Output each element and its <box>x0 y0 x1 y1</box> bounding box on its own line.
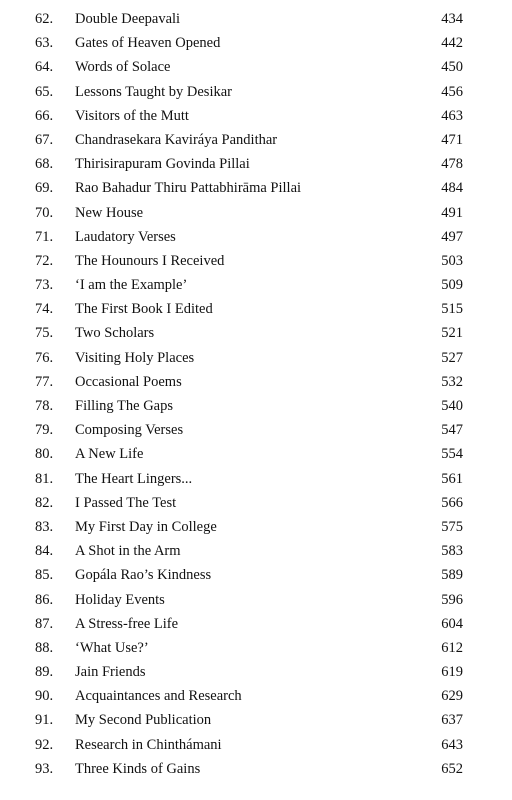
chapter-title: Gates of Heaven Opened <box>75 35 221 52</box>
page-number: 604 <box>441 615 463 632</box>
page-number: 566 <box>441 494 463 511</box>
chapter-number: 86. <box>35 591 54 608</box>
chapter-number: 62. <box>35 11 54 27</box>
page-number: 619 <box>441 664 463 681</box>
chapter-title: Filling The Gaps <box>75 398 174 414</box>
toc-entry <box>0 225 512 249</box>
page-number: 503 <box>441 252 463 269</box>
page-number: 450 <box>441 59 463 76</box>
chapter-number: 78. <box>35 398 54 414</box>
toc-entry <box>0 491 512 515</box>
chapter-number: 72. <box>35 252 54 269</box>
chapter-title: Chandrasekara Kaviráya Pandithar <box>75 131 278 148</box>
chapter-number: 70. <box>35 204 54 221</box>
chapter-title: Thirisirapuram Govinda Pillai <box>75 156 250 173</box>
page-number: 509 <box>441 277 463 294</box>
chapter-title: New House <box>75 204 144 221</box>
chapter-title: A Shot in the Arm <box>75 543 181 560</box>
toc-entry <box>0 273 512 297</box>
chapter-number: 63. <box>35 35 54 52</box>
toc-entry <box>0 370 512 394</box>
toc-entry <box>0 588 512 612</box>
toc-entry <box>0 394 512 418</box>
toc-entry <box>0 201 512 225</box>
page-number: 442 <box>441 35 463 52</box>
chapter-title: Research in Chinthámani <box>75 736 222 753</box>
chapter-number: 90. <box>35 688 54 705</box>
chapter-number: 73. <box>35 277 54 294</box>
chapter-number: 92. <box>35 736 54 753</box>
chapter-number: 74. <box>35 301 54 318</box>
page-number: 583 <box>441 543 463 560</box>
page-number: 643 <box>441 736 463 753</box>
page-number: 491 <box>441 204 463 221</box>
chapter-title: Words of Solace <box>75 59 171 76</box>
chapter-title: Double Deepavali <box>75 11 181 27</box>
chapter-title: My First Day in College <box>75 518 217 535</box>
chapter-number: 65. <box>35 83 54 100</box>
page-number: 561 <box>441 470 463 487</box>
chapter-number: 79. <box>35 422 54 439</box>
chapter-title: I Passed The Test <box>75 494 177 511</box>
page-number: 589 <box>441 567 463 584</box>
toc-entry <box>0 563 512 587</box>
chapter-number: 64. <box>35 59 54 76</box>
chapter-number: 75. <box>35 325 54 342</box>
chapter-number: 83. <box>35 518 54 535</box>
chapter-number: 89. <box>35 664 54 681</box>
toc-entry <box>0 442 512 466</box>
chapter-title: ‘I am the Example’ <box>75 277 188 294</box>
toc-entry <box>0 80 512 104</box>
page-number: 596 <box>441 591 463 608</box>
page-number: 527 <box>441 349 463 366</box>
chapter-title: A New Life <box>75 446 144 463</box>
chapter-number: 84. <box>35 543 54 560</box>
page-number: 497 <box>441 228 463 245</box>
chapter-title: My Second Publication <box>75 712 212 729</box>
toc-entry <box>0 708 512 732</box>
toc-entry <box>0 176 512 200</box>
chapter-title: Visitors of the Mutt <box>75 107 189 124</box>
page-number: 471 <box>441 131 463 148</box>
page-number: 637 <box>441 712 463 729</box>
chapter-number: 67. <box>35 131 54 148</box>
chapter-title: The Hounours I Received <box>75 252 225 269</box>
chapter-title: Laudatory Verses <box>75 228 176 245</box>
toc-entry <box>0 539 512 563</box>
chapter-title: Gopála Rao’s Kindness <box>75 567 212 584</box>
toc-entry <box>0 757 512 781</box>
page-number: 575 <box>441 518 463 535</box>
chapter-title: Occasional Poems <box>75 373 182 390</box>
page-number: 629 <box>441 688 463 705</box>
chapter-number: 66. <box>35 107 54 124</box>
chapter-number: 82. <box>35 494 54 511</box>
chapter-number: 80. <box>35 446 54 463</box>
chapter-number: 77. <box>35 373 54 390</box>
page-number: 463 <box>441 107 463 124</box>
page-number: 456 <box>441 83 463 100</box>
chapter-title: The Heart Lingers... <box>75 470 193 487</box>
toc-entry <box>0 467 512 491</box>
page-number: 554 <box>441 446 463 463</box>
table-of-contents <box>0 7 512 781</box>
toc-entry <box>0 297 512 321</box>
chapter-title: Two Scholars <box>75 325 155 342</box>
chapter-number: 76. <box>35 349 54 366</box>
toc-entry <box>0 249 512 273</box>
chapter-number: 71. <box>35 228 54 245</box>
toc-entry <box>0 636 512 660</box>
toc-entry <box>0 660 512 684</box>
toc-entry <box>0 31 512 55</box>
chapter-title: Three Kinds of Gains <box>75 760 201 777</box>
page-number: 434 <box>441 11 463 27</box>
chapter-number: 68. <box>35 156 54 173</box>
toc-entry <box>0 515 512 539</box>
chapter-title: Composing Verses <box>75 422 184 439</box>
page-number: 547 <box>441 422 463 439</box>
chapter-title: Jain Friends <box>75 664 146 681</box>
chapter-number: 91. <box>35 712 54 729</box>
toc-entry <box>0 55 512 79</box>
page-number: 652 <box>441 760 463 777</box>
toc-entry <box>0 684 512 708</box>
chapter-title: Acquaintances and Research <box>75 688 242 705</box>
toc-entry <box>0 7 512 31</box>
chapter-title: Rao Bahadur Thiru Pattabhirāma Pillai <box>75 180 302 197</box>
chapter-title: Lessons Taught by Desikar <box>75 83 232 100</box>
toc-entry <box>0 128 512 152</box>
page-number: 484 <box>441 180 463 197</box>
toc-entry <box>0 321 512 345</box>
page-number: 478 <box>441 156 463 173</box>
toc-entry <box>0 152 512 176</box>
chapter-number: 85. <box>35 567 54 584</box>
chapter-number: 81. <box>35 470 54 487</box>
chapter-title: Holiday Events <box>75 591 165 608</box>
toc-entry <box>0 346 512 370</box>
chapter-title: Visiting Holy Places <box>75 349 195 366</box>
page-number: 540 <box>441 398 463 414</box>
chapter-title: ‘What Use?’ <box>75 639 149 656</box>
chapter-title: A Stress-free Life <box>75 615 179 632</box>
toc-entry <box>0 612 512 636</box>
page-number: 521 <box>441 325 463 342</box>
chapter-number: 88. <box>35 639 54 656</box>
toc-entry <box>0 733 512 757</box>
page-number: 612 <box>441 639 463 656</box>
chapter-number: 69. <box>35 180 54 197</box>
chapter-number: 87. <box>35 615 54 632</box>
page-number: 532 <box>441 373 463 390</box>
page-number: 515 <box>441 301 463 318</box>
chapter-title: The First Book I Edited <box>75 301 213 318</box>
toc-entry <box>0 418 512 442</box>
chapter-number: 93. <box>35 760 54 777</box>
toc-entry <box>0 104 512 128</box>
